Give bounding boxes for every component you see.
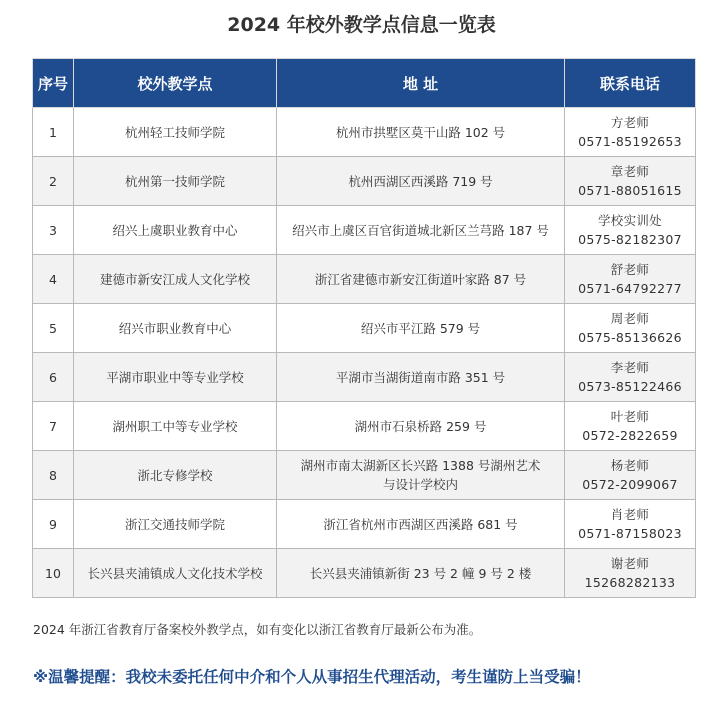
contact-phone: 0571-64792277 [578,281,682,296]
row-school: 绍兴市职业教育中心 [74,304,277,353]
row-address: 湖州市石泉桥路 259 号 [277,402,565,451]
row-address: 绍兴市平江路 579 号 [277,304,565,353]
row-contact [565,402,696,451]
contact-name: 学校实训处 [597,213,662,228]
row-contact [565,304,696,353]
contact-name: 方老师 [610,115,650,130]
contact-phone: 0572-2099067 [582,477,678,492]
row-address: 湖州市南太湖新区长兴路 1388 号湖州艺术与设计学校内 [277,451,565,500]
row-index: 6 [33,353,74,402]
row-index: 2 [33,157,74,206]
contact-name: 李老师 [610,360,650,375]
row-school: 建德市新安江成人文化学校 [74,255,277,304]
contact-phone: 0575-82182307 [578,232,682,247]
row-address: 平湖市当湖街道南市路 351 号 [277,353,565,402]
contact-phone: 0575-85136626 [578,330,682,345]
contact-phone: 0571-88051615 [578,183,682,198]
row-index: 10 [33,549,74,598]
contact-phone: 0571-87158023 [578,526,682,541]
row-contact [565,353,696,402]
header-school: 校外教学点 [74,59,277,108]
row-index: 8 [33,451,74,500]
table-row [33,353,696,402]
row-address: 绍兴市上虞区百官街道城北新区兰芎路 187 号 [277,206,565,255]
row-school: 浙江交通技师学院 [74,500,277,549]
row-school: 平湖市职业中等专业学校 [74,353,277,402]
row-school: 杭州第一技师学院 [74,157,277,206]
contact-name: 叶老师 [610,409,650,424]
warning-notice: ※温馨提醒：我校未委托任何中介和个人从事招生代理活动，考生谨防上当受骗！ [33,668,591,686]
row-address: 浙江省建德市新安江街道叶家路 87 号 [277,255,565,304]
contact-phone: 15268282133 [584,575,676,590]
row-index: 5 [33,304,74,353]
table-row [33,549,696,598]
row-school: 长兴县夹浦镇成人文化技术学校 [74,549,277,598]
table-row [33,157,696,206]
row-contact [565,500,696,549]
row-index: 4 [33,255,74,304]
row-address: 长兴县夹浦镇新街 23 号 2 幢 9 号 2 楼 [277,549,565,598]
table-row [33,451,696,500]
row-address: 浙江省杭州市西湖区西溪路 681 号 [277,500,565,549]
row-contact [565,206,696,255]
row-contact [565,108,696,157]
table-row [33,255,696,304]
table-row [33,500,696,549]
row-contact [565,157,696,206]
row-index: 3 [33,206,74,255]
contact-name: 舒老师 [610,262,650,277]
row-school: 绍兴上虞职业教育中心 [74,206,277,255]
table-row [33,304,696,353]
page-title: 2024 年校外教学点信息一览表 [227,14,496,36]
row-school: 浙北专修学校 [74,451,277,500]
row-address: 杭州西湖区西溪路 719 号 [277,157,565,206]
contact-name: 肖老师 [610,507,650,522]
contact-name: 谢老师 [610,556,650,571]
contact-phone: 0571-85192653 [578,134,682,149]
row-index: 1 [33,108,74,157]
row-school: 杭州轻工技师学院 [74,108,277,157]
header-phone: 联系电话 [565,59,696,108]
row-index: 9 [33,500,74,549]
teaching-sites-table [32,58,696,598]
footnote: 2024 年浙江省教育厅备案校外教学点，如有变化以浙江省教育厅最新公布为准。 [33,622,482,637]
table-row [33,402,696,451]
table-row [33,108,696,157]
row-contact [565,549,696,598]
row-address: 杭州市拱墅区莫干山路 102 号 [277,108,565,157]
contact-phone: 0572-2822659 [582,428,678,443]
table-row [33,206,696,255]
header-address: 地 址 [277,59,565,108]
contact-name: 杨老师 [610,458,650,473]
header-index: 序号 [33,59,74,108]
row-school: 湖州职工中等专业学校 [74,402,277,451]
contact-name: 章老师 [610,164,650,179]
contact-phone: 0573-85122466 [578,379,682,394]
row-contact [565,255,696,304]
table-header-row [33,59,696,108]
row-index: 7 [33,402,74,451]
row-contact [565,451,696,500]
contact-name: 周老师 [610,311,650,326]
